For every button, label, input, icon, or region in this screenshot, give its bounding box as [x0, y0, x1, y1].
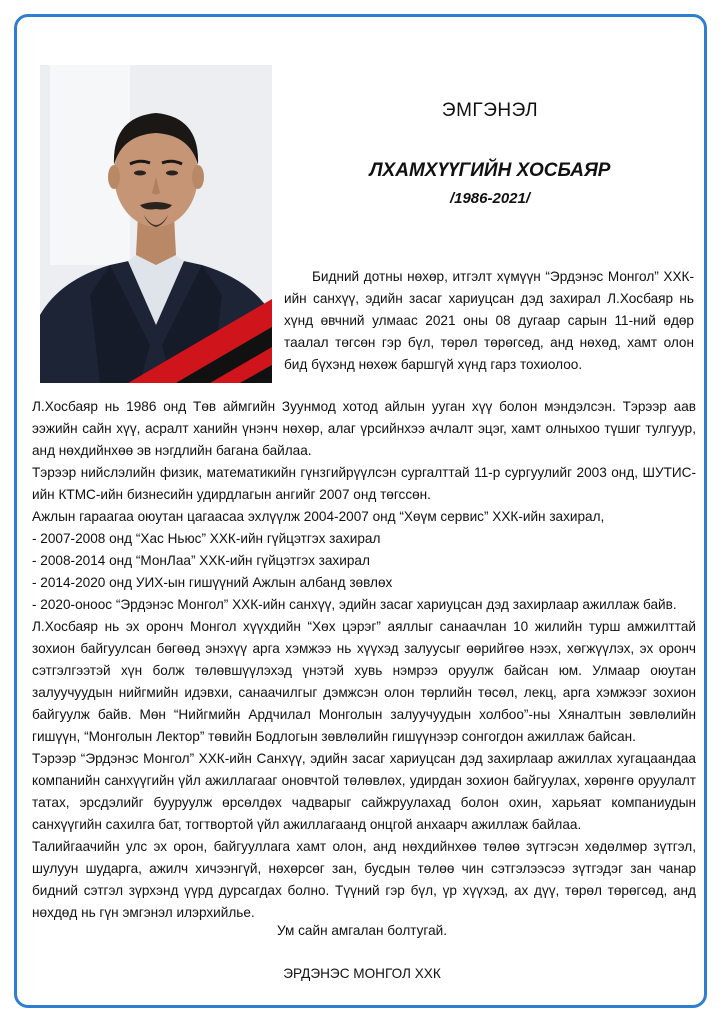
biography-text [32, 396, 696, 924]
intro-paragraph: Бидний дотны нөхөр, итгэлт хүмүүн “Эрдэнэс Монгол” ХХК-ийн санхүү, эдийн засаг хариуцсан дэд захирал Л.Хосбаяр нь хүнд өвчний улмаас 2021 оны 08 дугаар сарын 11-ний өдөр таалал төгсөн гэр бүл, төрөл төрөгсөд, анд нөхөд, хамт олон бид бүхэнд нөхөж баршгүй хүнд гарз тохиолоо. [284, 269, 694, 372]
closing-blessing: Ум сайн амгалан болтугай. [276, 923, 448, 938]
paragraph-youth-projects: Л.Хосбаяр нь эх оронч Монгол хүүхдийн “Хөх цэрэг” аяллыг санаачлан 10 жилийн турш амжилттай зохион байгуулсан бөгөөд энэхүү арга хэмжээ нь хүүхэд залуусыг өөрийгөө нээх, хөгжүүлэх, эх оронч сэтгэлгээтэй хүн болж төлөвшүүлэхэд үнэтэй хувь нэмрээ оруулж байсан юм. Улмаар оюутан залуучуудын нийгмийн идэвхи, санаачилгыг дэмжсэн олон төрлийн төсөл, лекц, арга хэмжээг зохион байгуулж байв. Мөн “Нийгмийн Ардчилал Монголын залуучуудын холбоо”-ны Хяналтын зөвлөлийн гишүүн, “Монголын Лектор” төвийн Бодлогын зөвлөлийн гишүүнээр сонгогдон ажиллаж байсан. [32, 619, 696, 744]
deceased-name: ЛХАМХҮҮГИЙН ХОСБАЯР [369, 160, 611, 181]
organization-signature: ЭРДЭНЭС МОНГОЛ ХХК [283, 966, 441, 981]
paragraph-career-start: Ажлын гараагаа оюутан цагаасаа эхлүүлж 2004-2007 онд “Хөүм сервис” ХХК-ийн захирал, [32, 509, 605, 524]
career-item: - 2020-оноос “Эрдэнэс Монгол” ХХК-ийн санхүү, эдийн засаг хариуцсан дэд захирлаар ажиллаж байв. [32, 597, 677, 612]
portrait-illustration [40, 65, 272, 383]
career-item: - 2014-2020 онд УИХ-ын гишүүний Ажлын албанд зөвлөх [32, 575, 393, 590]
portrait-photo [40, 65, 272, 383]
career-item: - 2007-2008 онд “Хас Ньюс” ХХК-ийн гүйцэтгэх захирал [32, 531, 381, 546]
paragraph-birth: Л.Хосбаяр нь 1986 онд Төв аймгийн Зуунмод хотод айлын ууган хүү болон мэндэлсэн. Тэрээр аав ээжийн сайн хүү, асралт ханийн үнэнч нөхөр, алаг үрсийнхээ ачлалт эцэг, хамт олныхоо түшиг тулгуур, анд нөхдийнхөө эв нэгдлийн багана байлаа. [32, 399, 696, 458]
life-years: /1986-2021/ [449, 190, 531, 207]
paragraph-education: Тэрээр нийслэлийн физик, математикийн гүнзгийрүүлсэн сургалттай 11-р сургуулийг 2003 онд, ШУТИС-ийн КТМС-ийн бизнесийн удирдлагын ангийг 2007 онд төгссөн. [32, 465, 696, 502]
memorial-heading: ЭМГЭНЭЛ [441, 100, 539, 121]
paragraph-company-role: Тэрээр “Эрдэнэс Монгол” ХХК-ийн Санхүү, эдийн засаг хариуцсан дэд захирлаар ажиллах хугацаандаа компанийн санхүүгийн үйл ажиллагааг оновчтой төлөвлөх, удирдан зохион байгуулах, хөрөнгө оруулалт татах, эрсдэлийг бууруулж өрсөлдөх чадварыг сайжруулахад болон охин, харьяат компаниудын санхүүгийн сахилга бат, тогтвортой үйл ажиллагаанд онцгой анхаарч ажиллаж байлаа. [32, 751, 696, 832]
career-item: - 2008-2014 онд “МонЛаа” ХХК-ийн гүйцэтгэх захирал [32, 553, 370, 568]
paragraph-condolence: Талийгаачийн улс эх орон, байгууллага хамт олон, анд нөхдийнхөө төлөө зүтгэсэн хөдөлмөр зүтгэл, шулуун шударга, ажилч хичээнгүй, нөхөрсөг зан, бусдын төлөө чин сэтгэлээсээ зүтгэдэг зан чанар бидний сэтгэл зүрхэнд үүрд дурсагдах болно. Түүний гэр бүл, үр хүүхэд, ах дүү, төрөл төрөгсөд, анд нөхдөд нь гүн эмгэнэл илэрхийлье. [32, 839, 696, 920]
